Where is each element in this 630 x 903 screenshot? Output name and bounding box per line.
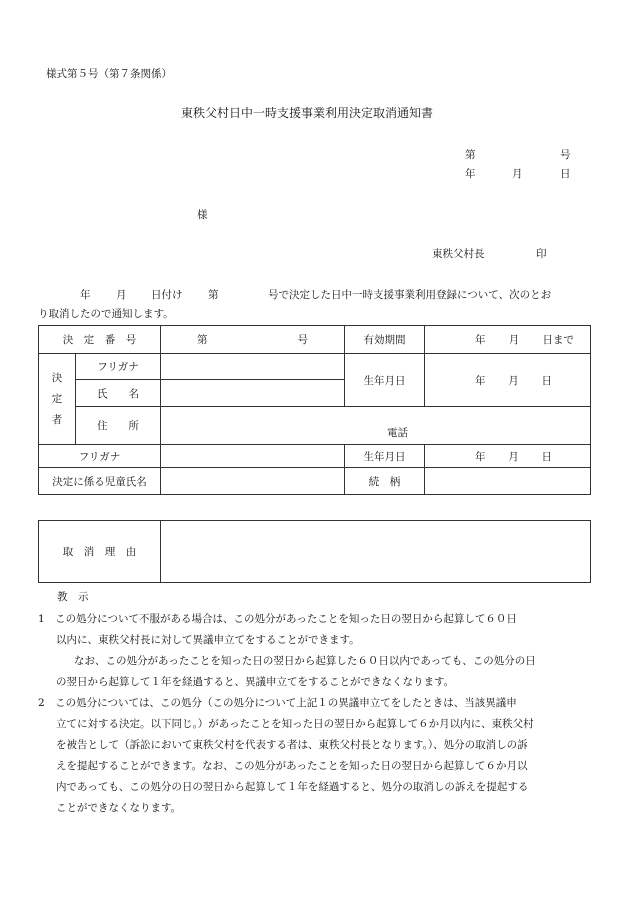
intro-hizuke: 日付け: [151, 289, 183, 301]
child-name-label: 決定に係る児童氏名: [39, 468, 161, 495]
notice-item2-line5: 内であっても、この処分の日の翌日から起算して１年を経過すると、処分の取消しの訴えを提起する: [56, 781, 529, 793]
decision-number-cell[interactable]: [161, 326, 345, 354]
header-hi: 日: [560, 168, 571, 180]
relation-field[interactable]: [425, 468, 591, 495]
decision-table: [38, 325, 591, 495]
furigana-field[interactable]: [161, 354, 345, 380]
decider-char-1: 決: [51, 371, 63, 384]
notice-item1-line4: の翌日から起算して１年を経過すると、異議申立てをすることができなくなります。: [56, 676, 455, 688]
address-label: 住 所: [76, 407, 161, 445]
header-tsuki: 月: [512, 168, 523, 180]
child-birth-tsuki: 月: [508, 450, 519, 463]
reason-table: [38, 520, 591, 583]
header-nen: 年: [465, 168, 476, 180]
birth-hi: 日: [541, 374, 552, 387]
address-field[interactable]: [161, 407, 591, 445]
child-furigana-label: フリガナ: [39, 445, 161, 468]
child-birth-nen: 年: [475, 450, 486, 463]
relation-label: 続 柄: [345, 468, 425, 495]
validity-tsuki: 月: [508, 334, 520, 346]
notice-item2-line3: を被告として（訴訟において東秩父村を代表する者は、東秩父村長となります。）、処分の取消しの訴: [56, 739, 528, 751]
intro-tsuki: 月: [116, 289, 127, 301]
document-title: 東秩父村日中一時支援事業利用決定取消通知書: [181, 106, 434, 120]
phone-label: 電話: [387, 427, 408, 439]
decision-number-dai: 第: [197, 334, 208, 346]
intro-nen: 年: [80, 289, 91, 301]
child-birthdate-label: 生年月日: [345, 445, 425, 468]
birth-tsuki: 月: [508, 374, 519, 387]
name-field[interactable]: [161, 380, 345, 407]
decision-number-go: 号: [297, 334, 308, 346]
intro-line2: り取消したので通知します。: [38, 308, 174, 320]
notice-item1-line3: なお、この処分があったことを知った日の翌日から起算した６０日以内であっても、この処分の日: [74, 655, 536, 667]
decider-char-2: 定: [51, 392, 63, 405]
furigana-label: フリガナ: [76, 354, 161, 380]
reason-label: 取 消 理 由: [39, 521, 161, 583]
notice-item2-line4: えを提起することができます。なお、この処分があったことを知った日の翌日から起算して６か月以: [56, 760, 528, 772]
decider-label: [39, 354, 76, 445]
decider-char-3: 者: [51, 413, 63, 426]
validity-cell[interactable]: [425, 326, 591, 354]
validity-nen: 年: [475, 334, 486, 346]
notice-item2-line2: 立てに対する決定。以下同じ。）があったことを知った日の翌日から起算して６か月以内に、東秩父村: [56, 718, 534, 730]
reason-field[interactable]: [161, 521, 591, 583]
intro-rest: 号で決定した日中一時支援事業利用登録について、次のとお: [268, 289, 552, 301]
header-dai: 第: [465, 149, 476, 161]
decision-number-label: 決 定 番 号: [39, 326, 161, 354]
child-birth-hi: 日: [541, 450, 552, 463]
intro-dai: 第: [208, 289, 219, 301]
birthdate-label: 生年月日: [345, 354, 425, 407]
birth-nen: 年: [475, 374, 486, 387]
header-go: 号: [560, 149, 571, 161]
notice-item1-line1: 1 この処分について不服がある場合は、この処分があったことを知った日の翌日から起算して６０日: [38, 613, 517, 625]
notice-item2-line1: 2 この処分については、この処分（この処分について上記１の異議申立てをしたときは、当該異議申: [38, 697, 517, 709]
birthdate-cell[interactable]: [425, 354, 591, 407]
seal-mark: 印: [536, 248, 547, 260]
name-label: 氏 名: [76, 380, 161, 407]
addressee-sama: 様: [197, 209, 208, 221]
notice-body: [38, 609, 590, 819]
child-name-field[interactable]: [161, 468, 345, 495]
child-birthdate-cell[interactable]: [425, 445, 591, 468]
issuer: 東秩父村長: [432, 248, 485, 260]
form-number: 様式第５号（第７条関係）: [46, 68, 172, 80]
child-furigana-field[interactable]: [161, 445, 345, 468]
validity-label: 有効期間: [345, 326, 425, 354]
validity-until: 日まで: [542, 334, 574, 346]
notice-heading: 教 示: [57, 591, 89, 603]
notice-item1-line2: 以内に、東秩父村長に対して異議申立てをすることができます。: [56, 634, 360, 646]
notice-item2-line6: ことができなくなります。: [56, 802, 182, 814]
